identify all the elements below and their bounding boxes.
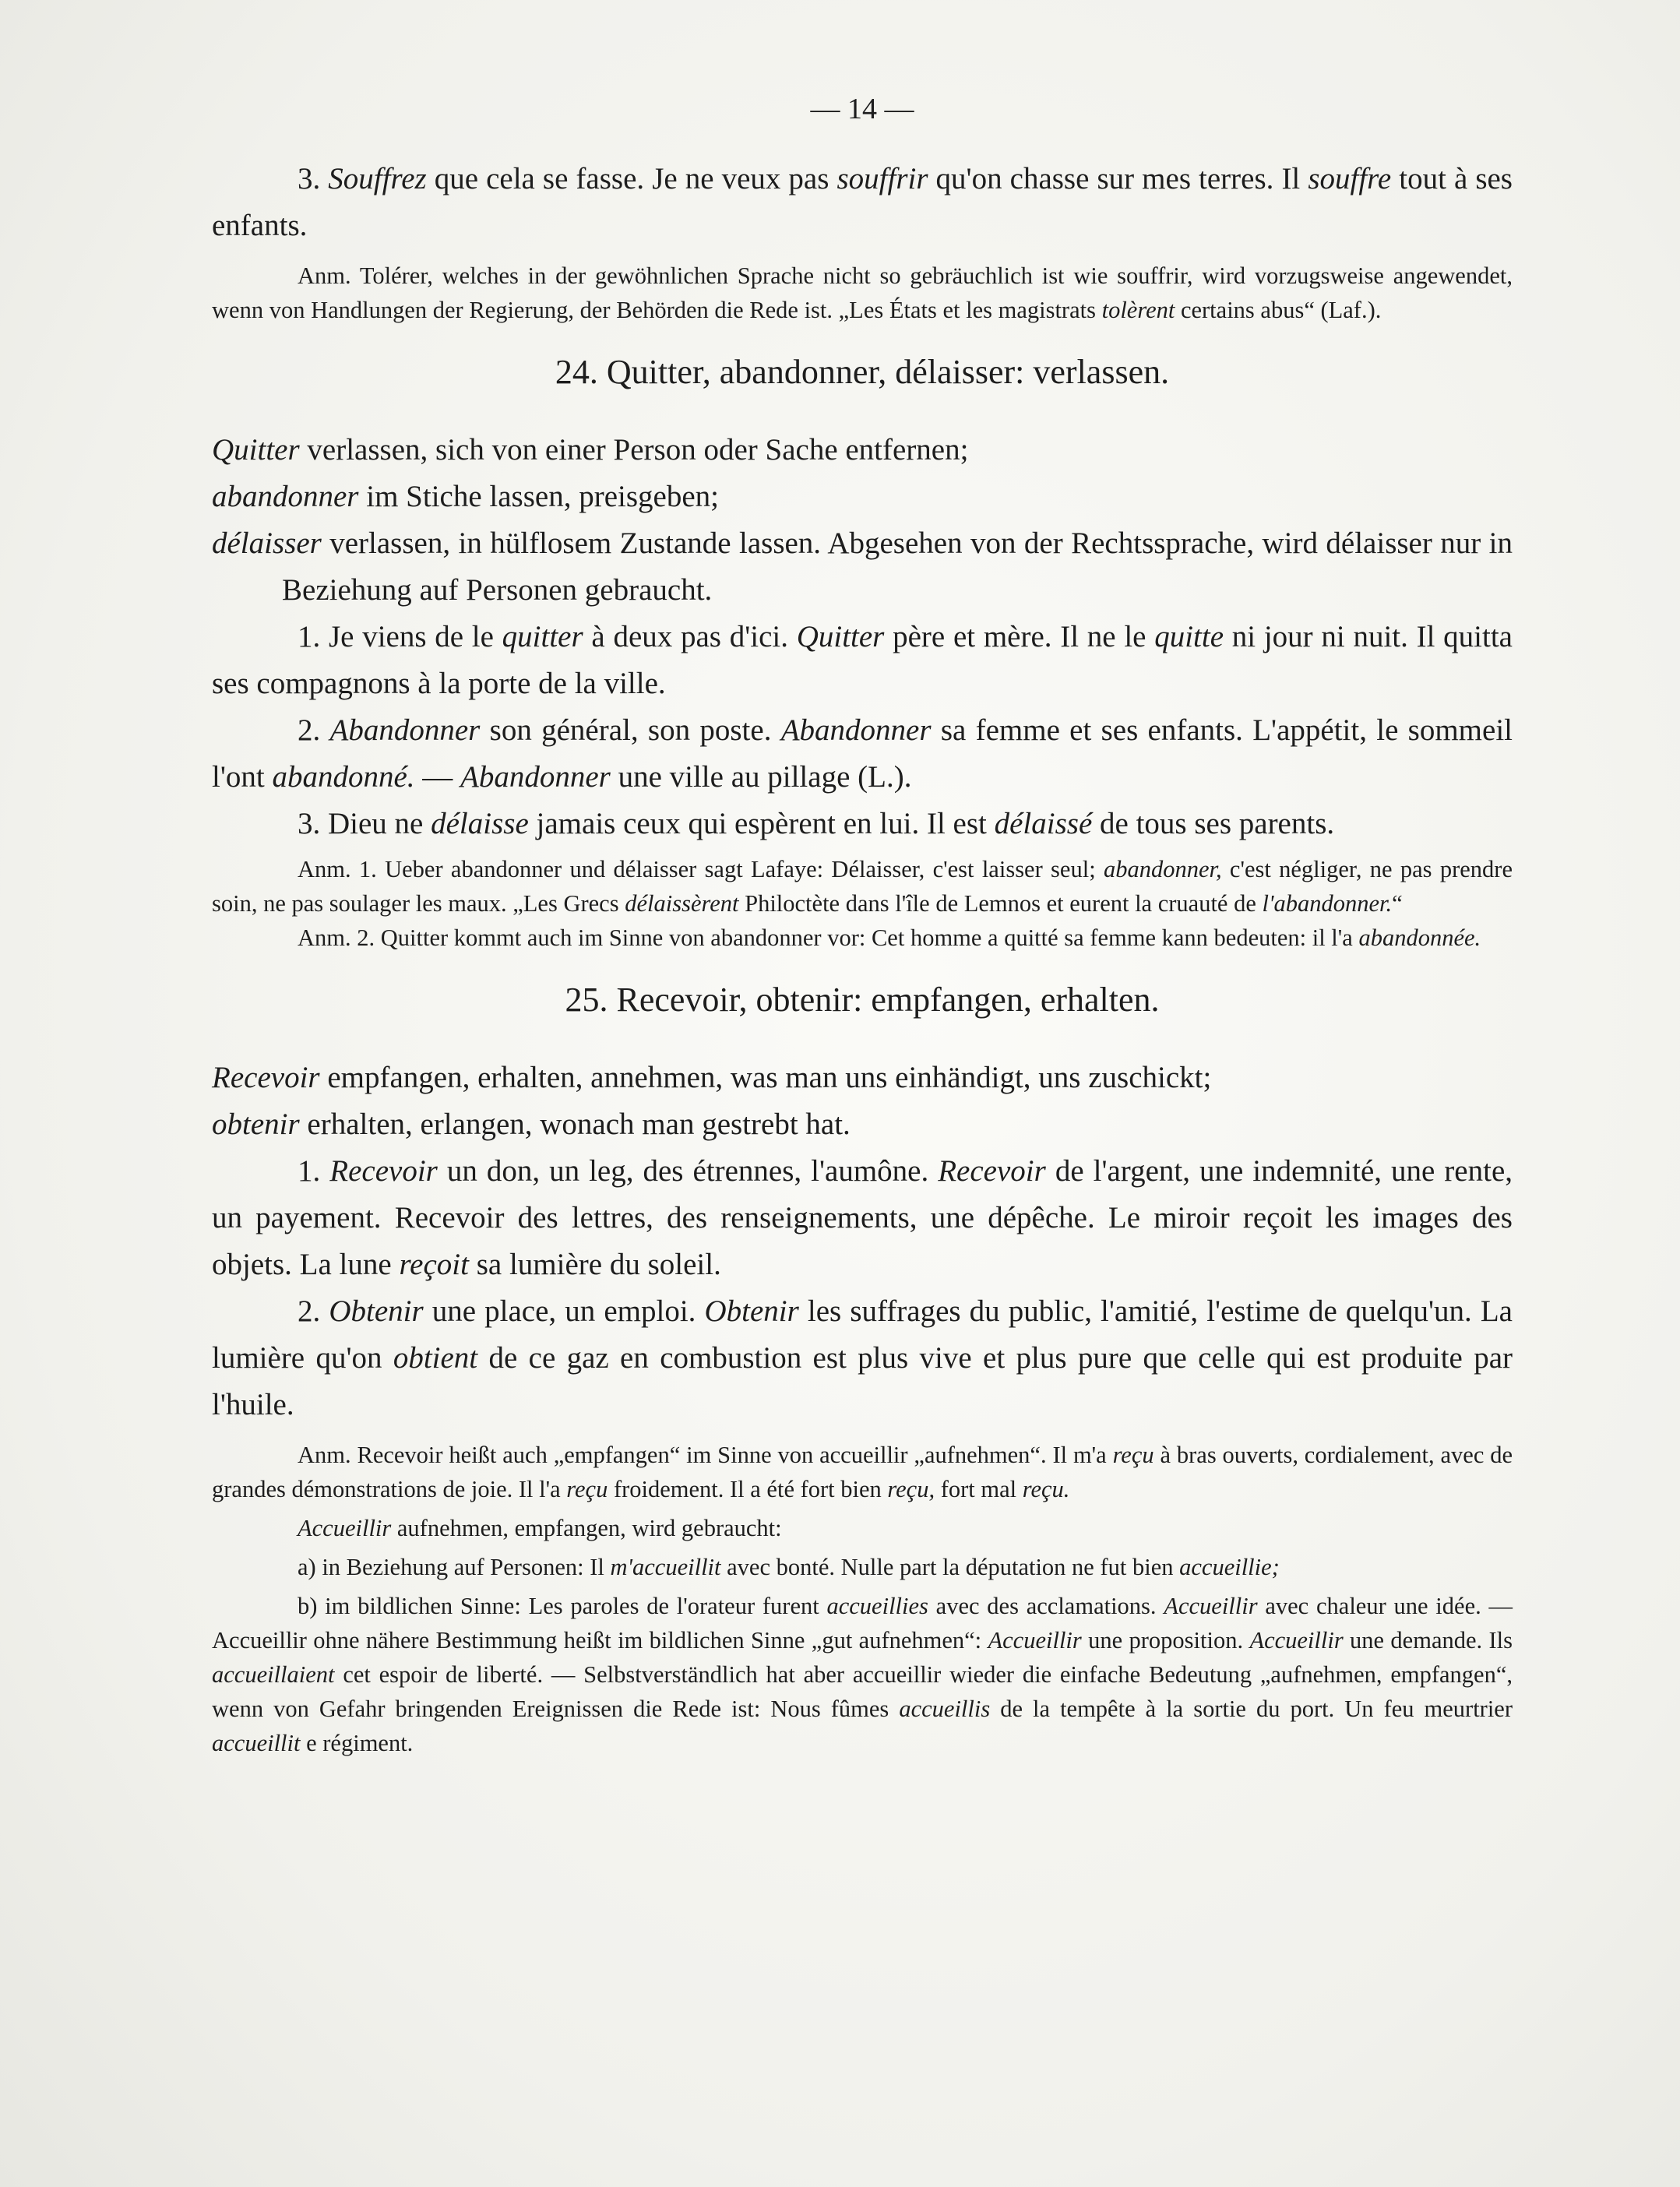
definition-recevoir: Recevoir empfangen, erhalten, annehmen, was man uns einhändigt, uns zuschickt; [212, 1061, 1212, 1094]
example-souffrir: 3. Souffrez que cela se fasse. Je ne veux pas souffrir qu'on chasse sur mes terres. Il souffre tout à ses enfants. [212, 162, 1513, 242]
note-accueillir: Accueillir aufnehmen, empfangen, wird gebraucht: [298, 1515, 782, 1541]
example-1-quitter: 1. Je viens de le quitter à deux pas d'ici. Quitter père et mère. Il ne le quitte ni jour ni nuit. Il quitta ses compagnons à la porte de la ville. [212, 620, 1513, 700]
example-1-recevoir: 1. Recevoir un don, un leg, des étrennes, l'aumône. Recevoir de l'argent, une indemnité, une rente, un payement. Recevoir des lettres, des renseignements, une dépêche. Le miroir reçoit les images des objets. La lune reçoit sa lumière du soleil. [212, 1154, 1513, 1281]
page-number: — 14 — [810, 93, 914, 125]
example-2-obtenir: 2. Obtenir une place, un emploi. Obtenir les suffrages du public, l'amitié, l'estime de quelqu'un. La lumière qu'on obtient de ce gaz en combustion est plus vive et plus pure que celle qui est produite par l'huile. [212, 1294, 1513, 1421]
section-heading-25: 25. Recevoir, obtenir: empfangen, erhalten. [565, 981, 1160, 1019]
example-2-abandonner: 2. Abandonner son général, son poste. Abandonner sa femme et ses enfants. L'appétit, le sommeil l'ont abandonné. — Abandonner une ville au pillage (L.). [212, 713, 1513, 794]
note-2-quitter: Anm. 2. Quitter kommt auch im Sinne von abandonner vor: Cet homme a quitté sa femme kann bedeuten: il l'a abandonnée. [298, 924, 1481, 951]
note-tolerer: Anm. Tolérer, welches in der gewöhnlichen Sprache nicht so gebräuchlich ist wie souffrir, wird vorzugsweise angewendet, wenn von Handlungen der Regierung, der Behörden die Rede ist. „Les États et les magistrats tolèrent certains abus“ (Laf.). [212, 262, 1513, 323]
note-accueillir-a: a) in Beziehung auf Personen: Il m'accueillit avec bonté. Nulle part la députation ne fut bien accueillie; [298, 1554, 1280, 1580]
section-heading-24: 24. Quitter, abandonner, délaisser: verlassen. [555, 353, 1170, 391]
definition-obtenir: obtenir erhalten, erlangen, wonach man gestrebt hat. [212, 1108, 851, 1141]
definition-delaisser: délaisser verlassen, in hülflosem Zustande lassen. Abgesehen von der Rechtssprache, wird délaisser nur in Beziehung auf Personen gebraucht. [212, 526, 1513, 607]
example-3-delaisser: 3. Dieu ne délaisse jamais ceux qui espèrent en lui. Il est délaissé de tous ses parents. [298, 807, 1335, 840]
definition-abandonner: abandonner im Stiche lassen, preisgeben; [212, 480, 719, 513]
note-recevoir: Anm. Recevoir heißt auch „empfangen“ im Sinne von accueillir „aufnehmen“. Il m'a reçu à bras ouverts, cordialement, avec de grandes démonstrations de joie. Il l'a reçu froidement. Il a été fort bien reçu, fort mal reçu. [212, 1442, 1513, 1502]
page-body [212, 156, 1513, 1760]
definition-quitter: Quitter verlassen, sich von einer Person oder Sache entfernen; [212, 433, 969, 467]
note-accueillir-b: b) im bildlichen Sinne: Les paroles de l'orateur furent accueillies avec des acclamations. Accueillir avec chaleur une idée. — Accueillir ohne nähere Bestimmung heißt im bildlichen Sinne „gut aufnehmen“: Accueillir une proposition. Accueillir une demande. Ils accueillaient cet espoir de liberté. — Selbstverständlich hat aber accueillir wieder die einfache Bedeutung „aufnehmen, empfangen“, wenn von Gefahr bringenden Ereignissen die Rede ist: Nous fûmes accueillis de la tempête à la sortie du port. Un feu meurtrier accueillit e régiment. [212, 1593, 1513, 1756]
note-1-lafaye: Anm. 1. Ueber abandonner und délaisser sagt Lafaye: Délaisser, c'est laisser seul; abandonner, c'est négliger, ne pas prendre soin, ne pas soulager les maux. „Les Grecs délaissèrent Philoctète dans l'île de Lemnos et eurent la cruauté de l'abandonner.“ [212, 856, 1513, 917]
